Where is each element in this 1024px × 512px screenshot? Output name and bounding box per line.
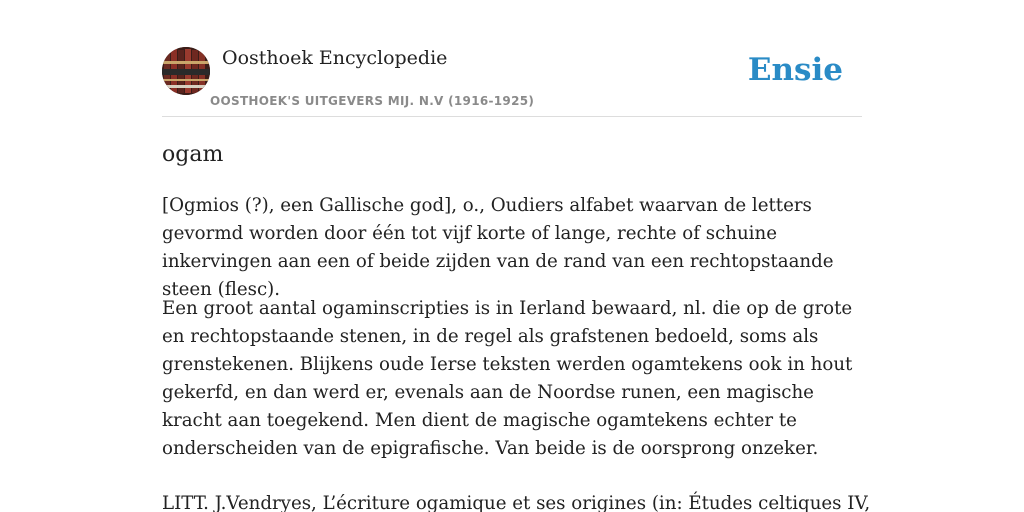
site-name[interactable]: Oosthoek Encyclopedie: [222, 47, 448, 69]
article-paragraph-2: Een groot aantal ogaminscripties is in Ierland bewaard, nl. die op de grote en rechtopstaande stenen, in de regel als grafstenen bedoeld, soms als grenstekenen. Blijkens oude Ierse teksten werden ogamtekens ook in hout gekerfd, en dan werd er, evenals aan de Noordse runen, een magische kracht aan toegekend. Men dient de magische ogamtekens echter te onderscheiden van de epigrafische. Van beide is de oorsprong onzeker.: [162, 298, 853, 459]
avatar[interactable]: [162, 47, 210, 95]
site-header: [162, 0, 862, 117]
article-title: ogam: [162, 142, 224, 167]
book-spines-icon: [162, 47, 210, 95]
publisher-subtitle: OOSTHOEK'S UITGEVERS MIJ. N.V (1916-1925): [210, 94, 535, 108]
article-paragraph-1: [Ogmios (?), een Gallische god], o., Oudiers alfabet waarvan de letters gevormd worden door één tot vijf korte of lange, rechte of schuine inkervingen aan een of beide zijden van de rand van een rechtopstaande steen (flesc).: [162, 195, 834, 300]
page-container: [162, 0, 871, 512]
article-literature: LITT. J.Vendryes, L’écriture ogamique et ses origines (in: Études celtiques IV,: [162, 493, 871, 512]
ensie-logo-link[interactable]: Ensie: [747, 52, 843, 88]
